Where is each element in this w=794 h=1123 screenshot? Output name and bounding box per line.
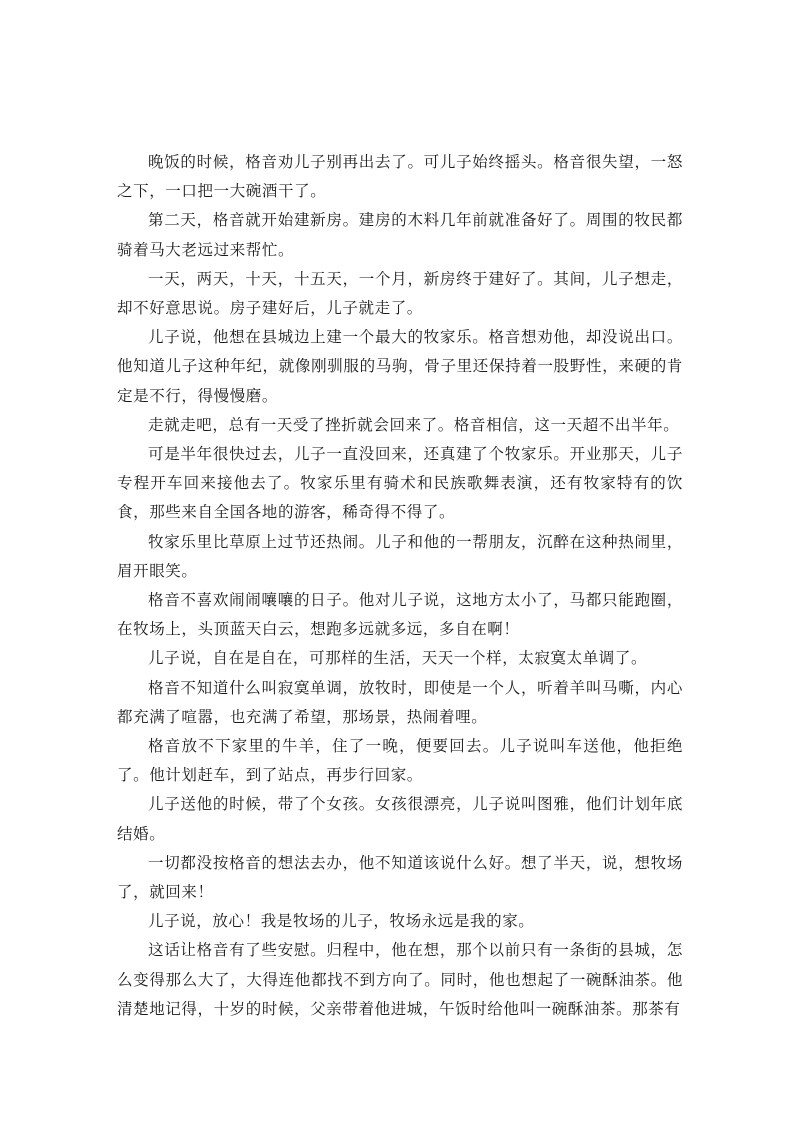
paragraph-1: 晚饭的时候，格音劝儿子别再出去了。可儿子始终摇头。格音很失望，一怒之下，一口把一大碗酒干了。 [117, 153, 683, 201]
paragraph-9: 儿子说，自在是自在，可那样的生活，天天一个样，太寂寞太单调了。 [148, 649, 648, 668]
paragraph-2: 第二天，格音就开始建新房。建房的木料几年前就准备好了。周围的牧民都骑着马大老远过来帮忙。 [117, 211, 683, 259]
story-text [117, 148, 683, 1024]
paragraph-6: 可是半年很快过去，儿子一直没回来，还真建了个牧家乐。开业那天，儿子专程开车回来接他去了。牧家乐里有骑术和民族歌舞表演，还有牧家特有的饮食，那些来自全国各地的游客，稀奇得不得了。 [117, 445, 683, 522]
paragraph-13: 一切都没按格音的想法去办，他不知道该说什么好。想了半天，说，想牧场了，就回来！ [117, 853, 683, 902]
paragraph-11: 格音放不下家里的牛羊，住了一晚，便要回去。儿子说叫车送他，他拒绝了。他计划赶车，到了站点，再步行回家。 [117, 737, 683, 785]
paragraph-12: 儿子送他的时候，带了个女孩。女孩很漂亮，儿子说叫图雅，他们计划年底结婚。 [117, 795, 683, 843]
paragraph-3: 一天，两天，十天，十五天，一个月，新房终于建好了。其间，儿子想走，却不好意思说。房子建好后，儿子就走了。 [117, 269, 683, 318]
paragraph-7: 牧家乐里比草原上过节还热闹。儿子和他的一帮朋友，沉醉在这种热闹里，眉开眼笑。 [117, 532, 683, 580]
paragraph-14: 儿子说，放心！我是牧场的儿子，牧场永远是我的家。 [148, 912, 535, 931]
paragraph-15: 这话让格音有了些安慰。归程中，他在想，那个以前只有一条街的县城，怎么变得那么大了，大得连他都找不到方向了。同时，他也想起了一碗酥油茶。他清楚地记得，十岁的时候，父亲带着他进城，午饭时给他叫一碗酥油茶。那茶有 [117, 941, 683, 1018]
paragraph-4: 儿子说，他想在县城边上建一个最大的牧家乐。格音想劝他，却没说出口。他知道儿子这种年纪，就像刚驯服的马驹，骨子里还保持着一股野性，来硬的肯定是不行，得慢慢磨。 [117, 328, 683, 405]
paragraph-8: 格音不喜欢闹闹嚷嚷的日子。他对儿子说，这地方太小了，马都只能跑圈，在牧场上，头顶蓝天白云，想跑多远就多远，多自在啊！ [117, 591, 683, 639]
paragraph-10: 格音不知道什么叫寂寞单调，放牧时，即使是一个人，听着羊叫马嘶，内心都充满了喧嚣，也充满了希望，那场景，热闹着哩。 [117, 678, 683, 726]
paragraph-5: 走就走吧，总有一天受了挫折就会回来了。格音相信，这一天超不出半年。 [148, 415, 680, 434]
